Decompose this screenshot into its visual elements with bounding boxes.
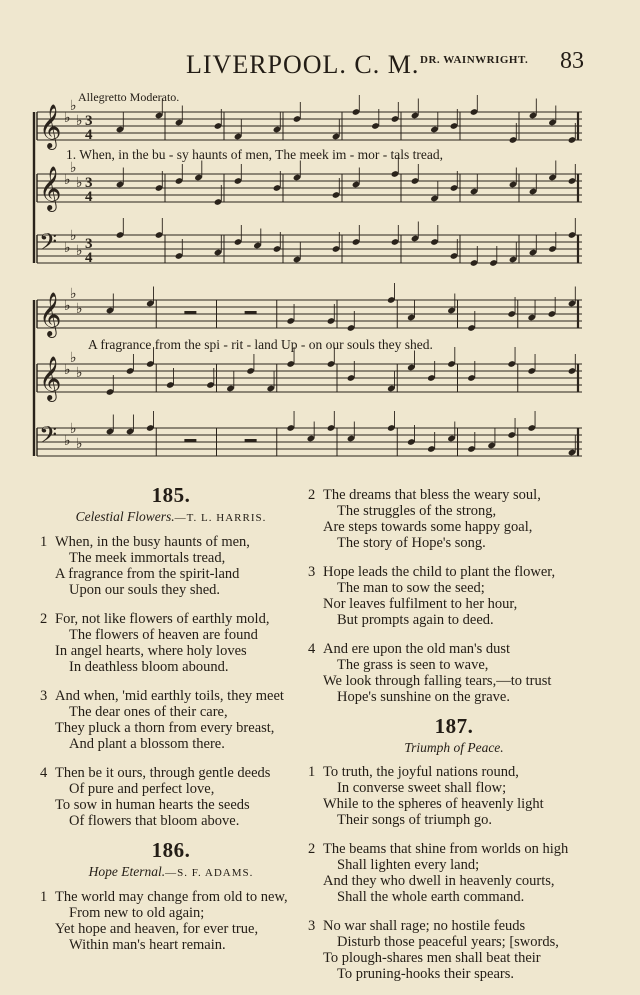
hymn-title	[40, 864, 302, 881]
flat-icon: ♭	[70, 99, 77, 114]
verse-line	[40, 534, 302, 550]
flat-icon: ♭	[64, 299, 71, 314]
time-signature: 3	[85, 175, 93, 191]
verse-line	[40, 937, 302, 953]
hymn-title	[40, 509, 302, 526]
stanza	[40, 765, 302, 829]
treble-clef-icon: 𝄞	[39, 166, 62, 210]
verse-line	[40, 688, 302, 704]
hymn-block	[40, 483, 302, 829]
verse-line	[308, 918, 600, 934]
flat-icon: ♭	[64, 111, 71, 126]
flat-icon: ♭	[70, 422, 77, 437]
verse-line	[40, 550, 302, 566]
verse-line	[40, 582, 302, 598]
verse-text: Their songs of triumph go.	[337, 812, 493, 828]
treble-clef-icon: 𝄞	[39, 292, 62, 336]
flat-icon: ♭	[76, 114, 83, 129]
hymn-title	[308, 740, 600, 756]
verse-line	[308, 966, 600, 982]
verse-text: And when, 'mid earthly toils, they meet	[55, 688, 284, 704]
stanza-number: 3	[308, 564, 316, 580]
verse-text: To truth, the joyful nations round,	[323, 764, 519, 780]
verse-line	[40, 611, 302, 627]
stanza-number: 3	[308, 918, 316, 934]
verse-text: From new to old again;	[69, 905, 205, 921]
verse-text: Hope leads the child to plant the flower,	[323, 564, 556, 580]
stanza	[308, 487, 600, 551]
hymn-title-text: Triumph of Peace.	[404, 740, 504, 755]
left-column	[40, 483, 302, 966]
hymn-block	[40, 838, 302, 953]
flat-icon: ♭	[76, 176, 83, 191]
flat-icon: ♭	[64, 241, 71, 256]
verse-line	[308, 689, 600, 705]
hymn-title-text: Hope Eternal.	[88, 864, 166, 879]
verse-text: We look through falling tears,—to trust	[323, 673, 552, 689]
verse-line	[40, 765, 302, 781]
verse-text: The man to sow the seed;	[337, 580, 485, 596]
verse-text: To sow in human hearts the seeds	[55, 797, 250, 813]
verse-line	[308, 673, 600, 689]
hymn-number: 187.	[434, 714, 474, 738]
verse-line	[40, 813, 302, 829]
verse-line	[308, 873, 600, 889]
stanza	[40, 688, 302, 752]
rest-mark	[245, 439, 257, 442]
verse-text: Hope's sunshine on the grave.	[337, 689, 510, 705]
verse-text: Upon our souls they shed.	[69, 582, 221, 598]
flat-icon: ♭	[76, 244, 83, 259]
verse-line	[40, 905, 302, 921]
verse-line	[40, 889, 302, 905]
verse-line	[308, 641, 600, 657]
verse-line	[40, 720, 302, 736]
stanza-number: 1	[308, 764, 316, 780]
verse-text: In converse sweet shall flow;	[337, 780, 507, 796]
time-signature: 3	[85, 236, 93, 252]
tune-title: LIVERPOOL. C. M.	[186, 50, 420, 79]
rest-mark	[184, 311, 196, 314]
stanza-number: 1	[40, 889, 48, 905]
verse-text: Nor leaves fulfilment to her hour,	[323, 596, 518, 612]
verse-line	[40, 921, 302, 937]
stanza	[308, 764, 600, 828]
flat-icon: ♭	[64, 173, 71, 188]
stanza	[308, 564, 600, 628]
composer-name: DR. WAINWRIGHT.	[420, 54, 529, 66]
verse-text: For, not like flowers of earthly mold,	[55, 611, 270, 627]
verse-line	[40, 566, 302, 582]
verse-line	[308, 519, 600, 535]
hymn-block	[308, 714, 600, 982]
verse-line	[40, 736, 302, 752]
verse-line	[40, 704, 302, 720]
lyrics-line-1: 1. When, in the bu - sy haunts of men, The meek im - mor - tals tread,	[66, 147, 444, 162]
verse-text: A fragrance from the spirit-land	[55, 566, 240, 582]
lyrics-line-2: A fragrance from the spi - rit - land Up - on our souls they shed.	[88, 337, 433, 352]
verse-line	[308, 857, 600, 873]
verse-text: While to the spheres of heavenly light	[323, 796, 544, 812]
bass-clef-icon: 𝄢	[39, 421, 58, 454]
rest-mark	[184, 439, 196, 442]
verse-text: But prompts again to deed.	[337, 612, 494, 628]
verse-line	[308, 796, 600, 812]
flat-icon: ♭	[70, 287, 77, 302]
verse-text: To pruning-hooks their spears.	[337, 966, 514, 982]
flat-icon: ♭	[70, 351, 77, 366]
verse-text: Of pure and perfect love,	[69, 781, 215, 797]
treble-clef-icon: 𝄞	[39, 356, 62, 400]
treble-clef-icon: 𝄞	[39, 104, 62, 148]
verse-line	[40, 659, 302, 675]
verse-text: To plough-shares men shall beat their	[323, 950, 541, 966]
time-signature: 4	[85, 250, 93, 266]
verse-line	[308, 535, 600, 551]
verse-line	[308, 950, 600, 966]
hymn-author: —T. L. HARRIS.	[174, 512, 267, 524]
verse-text: In deathless bloom abound.	[69, 659, 229, 675]
verse-text: They pluck a thorn from every breast,	[55, 720, 275, 736]
hymn-number: 185.	[151, 483, 191, 507]
verse-line	[308, 934, 600, 950]
rest-mark	[245, 311, 257, 314]
verse-text: And they who dwell in heavenly courts,	[323, 873, 555, 889]
tempo-marking: Allegretto Moderato.	[78, 90, 180, 104]
verse-line	[308, 564, 600, 580]
verse-text: The story of Hope's song.	[337, 535, 486, 551]
stanza-number: 4	[308, 641, 316, 657]
verse-line	[308, 503, 600, 519]
stanza	[40, 611, 302, 675]
verse-text: In angel hearts, where holy loves	[55, 643, 247, 659]
verse-text: Are steps towards some happy goal,	[323, 519, 533, 535]
stanza-number: 2	[40, 611, 48, 627]
flat-icon: ♭	[76, 302, 83, 317]
stanza-number: 3	[40, 688, 48, 704]
verse-line	[40, 797, 302, 813]
verse-text: The grass is seen to wave,	[337, 657, 489, 673]
flat-icon: ♭	[64, 363, 71, 378]
music-notation	[0, 0, 640, 475]
hymn-title-text: Celestial Flowers.	[75, 509, 175, 524]
verse-line	[308, 657, 600, 673]
verse-text: The struggles of the strong,	[337, 503, 497, 519]
verse-text: Shall lighten every land;	[337, 857, 480, 873]
stanza	[308, 641, 600, 705]
page-number: 83	[560, 48, 584, 74]
verse-line	[308, 780, 600, 796]
time-signature: 4	[85, 127, 93, 143]
verse-text: And ere upon the old man's dust	[323, 641, 511, 657]
stanza-number: 1	[40, 534, 48, 550]
verse-line	[308, 580, 600, 596]
verse-text: The beams that shine from worlds on high	[323, 841, 569, 857]
bass-clef-icon: 𝄢	[39, 228, 58, 261]
time-signature: 4	[85, 189, 93, 205]
verse-line	[40, 627, 302, 643]
verse-text: The flowers of heaven are found	[69, 627, 258, 643]
verse-text: Then be it ours, through gentle deeds	[55, 765, 271, 781]
verse-text: The world may change from old to new,	[55, 889, 288, 905]
verse-text: The meek immortals tread,	[69, 550, 226, 566]
verse-line	[308, 812, 600, 828]
verse-line	[308, 889, 600, 905]
flat-icon: ♭	[70, 161, 77, 176]
flat-icon: ♭	[70, 229, 77, 244]
hymn-author: —S. F. ADAMS.	[165, 867, 254, 879]
verse-line	[308, 841, 600, 857]
verse-text: Within man's heart remain.	[69, 937, 226, 953]
stanza-number: 4	[40, 765, 48, 781]
verse-text: Shall the whole earth command.	[337, 889, 525, 905]
verse-text: The dreams that bless the weary soul,	[323, 487, 541, 503]
verse-text: Disturb those peaceful years; [swords,	[337, 934, 559, 950]
verse-line	[308, 612, 600, 628]
verse-text: And plant a blossom there.	[69, 736, 225, 752]
verse-line	[40, 781, 302, 797]
verse-line	[40, 643, 302, 659]
verse-line	[308, 764, 600, 780]
flat-icon: ♭	[64, 434, 71, 449]
time-signature: 3	[85, 113, 93, 129]
stanza	[308, 841, 600, 905]
verse-text: Yet hope and heaven, for ever true,	[55, 921, 259, 937]
hymn-number: 186.	[151, 838, 191, 862]
verse-text: The dear ones of their care,	[69, 704, 228, 720]
flat-icon: ♭	[76, 437, 83, 452]
flat-icon: ♭	[76, 366, 83, 381]
stanza-number: 2	[308, 487, 316, 503]
stanza-number: 2	[308, 841, 316, 857]
stanza	[40, 889, 302, 953]
verse-text: No war shall rage; no hostile feuds	[323, 918, 526, 934]
verse-text: When, in the busy haunts of men,	[55, 534, 250, 550]
stanza	[40, 534, 302, 598]
verse-line	[308, 487, 600, 503]
verse-text: Of flowers that bloom above.	[69, 813, 240, 829]
stanza	[308, 918, 600, 982]
right-column	[308, 487, 600, 995]
verse-line	[308, 596, 600, 612]
